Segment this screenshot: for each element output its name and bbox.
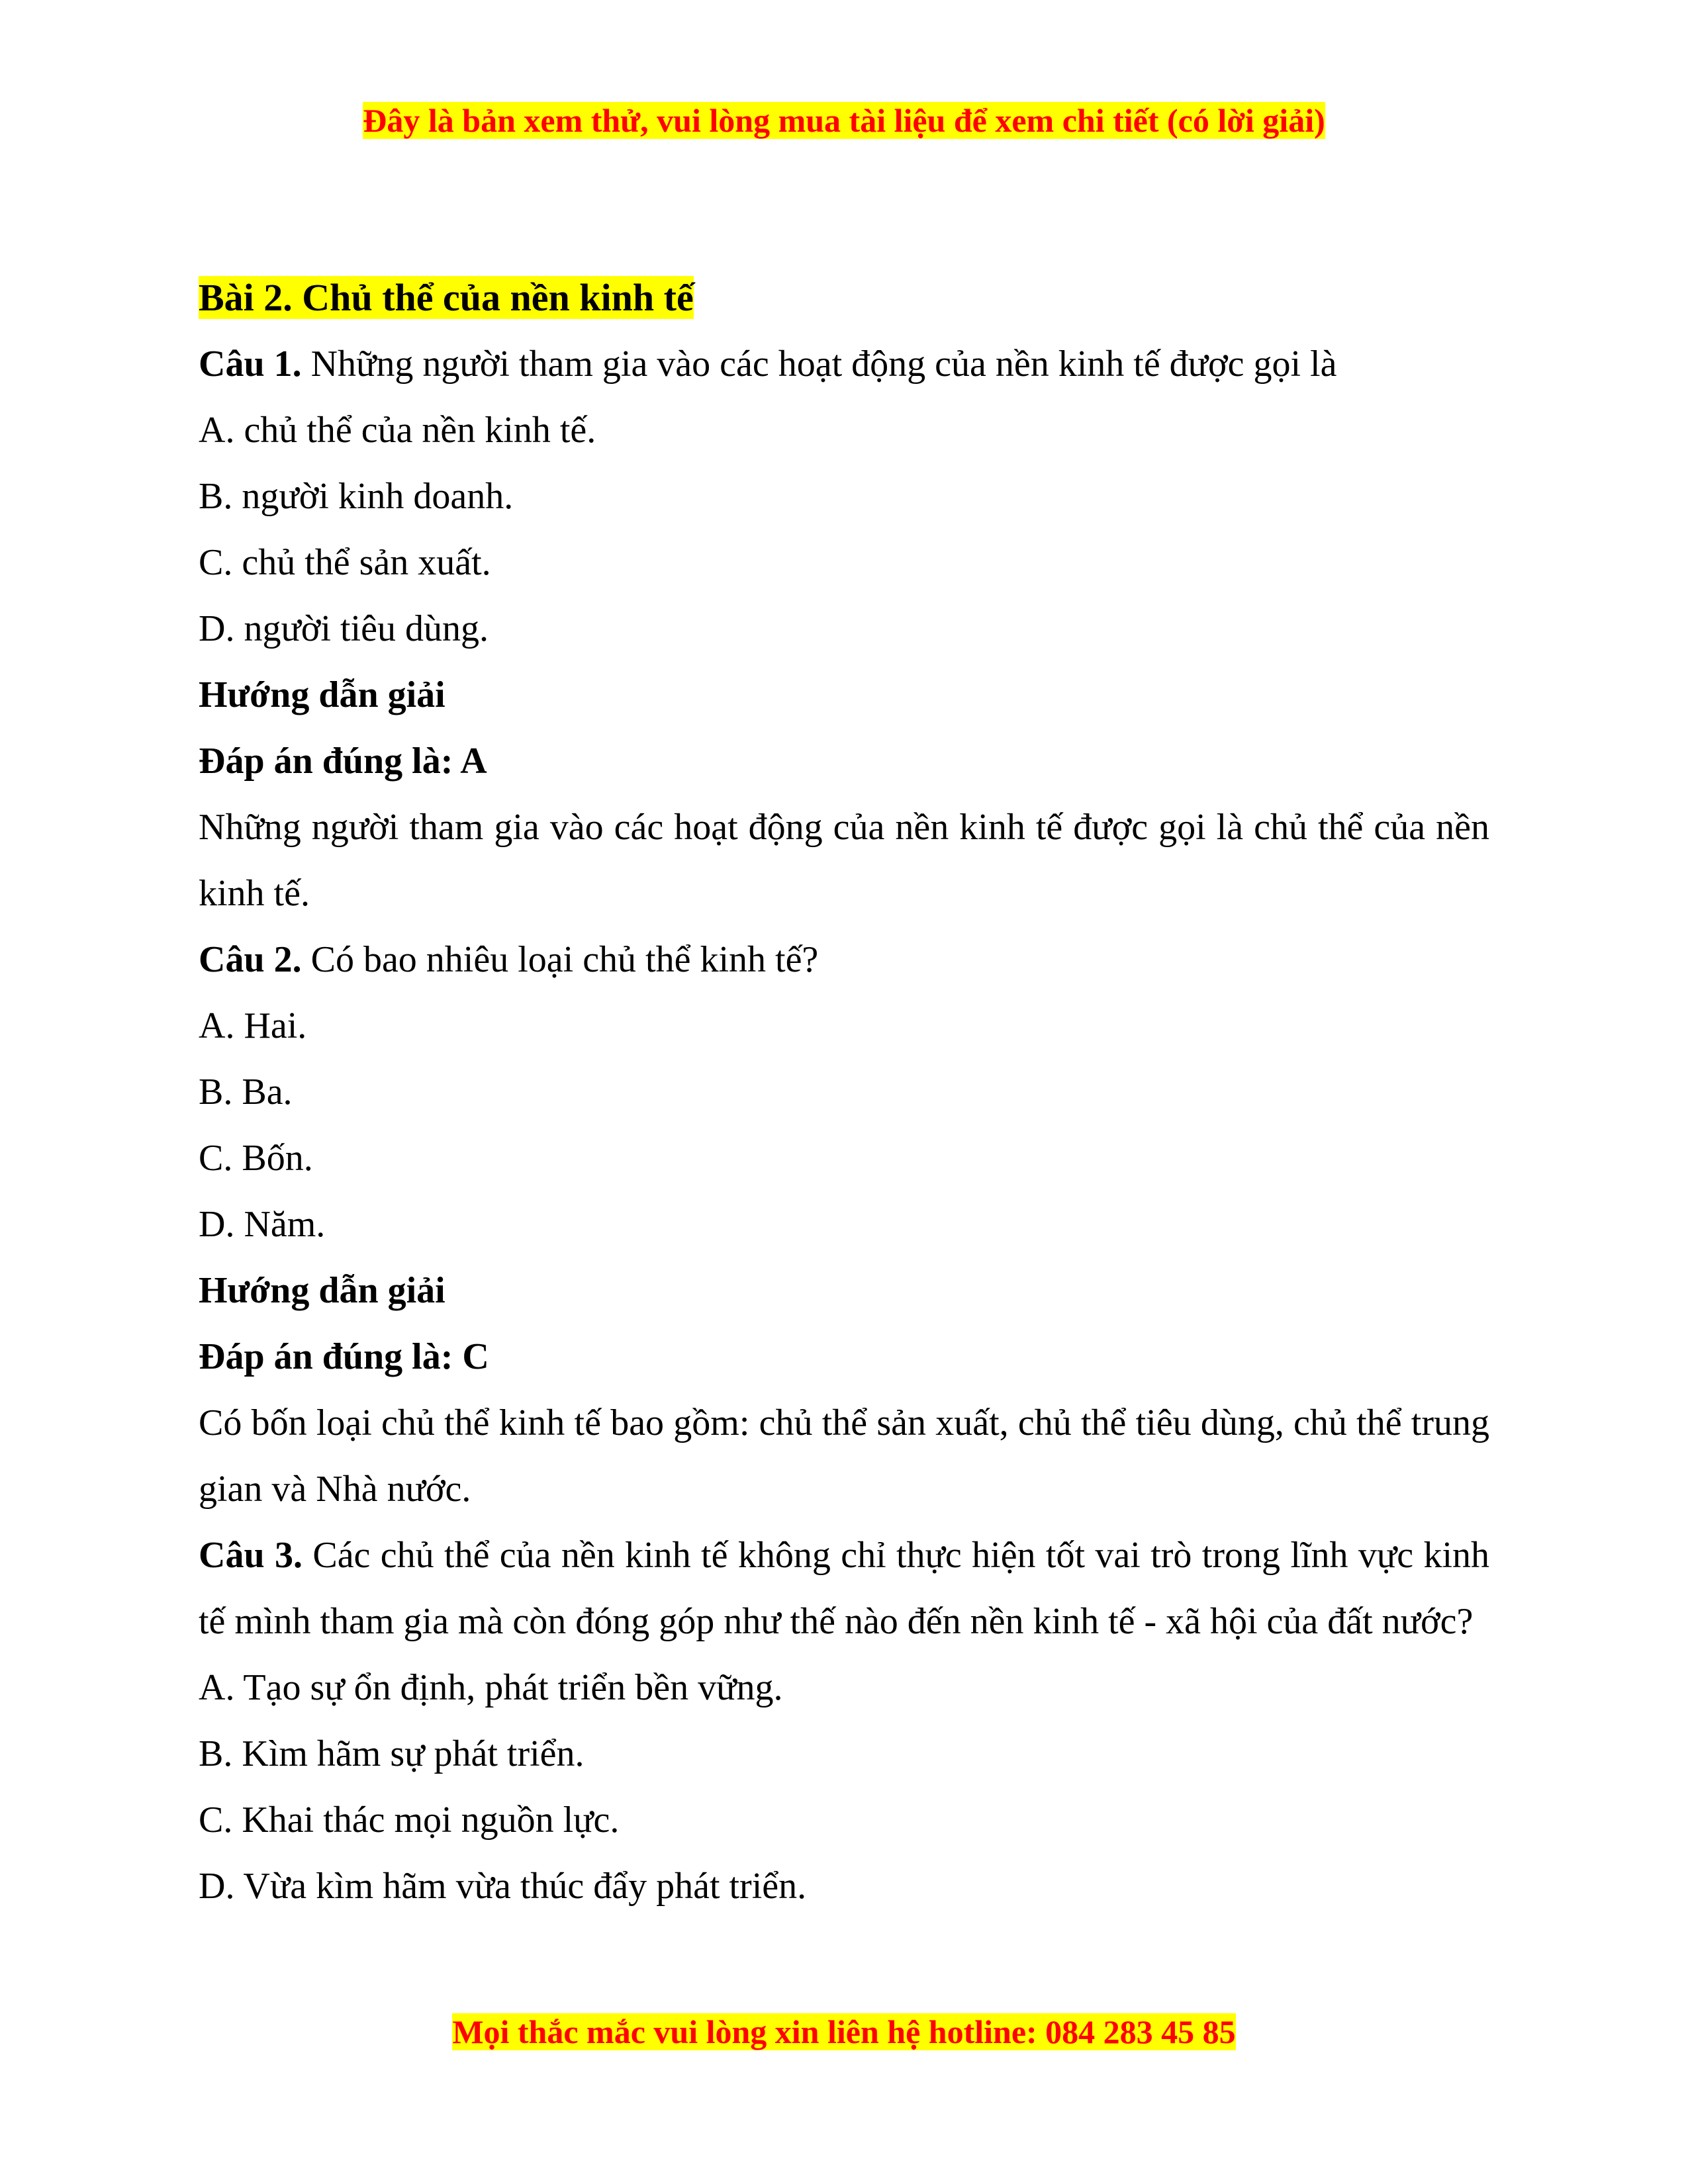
question-1-label: Câu 1. (199, 343, 302, 385)
question-2-explanation: Có bốn loại chủ thể kinh tế bao gồm: chủ thể sản xuất, chủ thể tiêu dùng, chủ thể trung gian và Nhà nước. (199, 1402, 1489, 1510)
question-1-option-a: A. chủ thể của nền kinh tế. (199, 410, 596, 451)
question-1-guide-heading: Hướng dẫn giải (199, 674, 445, 715)
question-1-option-b: B. người kinh doanh. (199, 476, 514, 517)
question-3-text: Các chủ thể của nền kinh tế không chỉ thực hiện tốt vai trò trong lĩnh vực kinh tế mình tham gia mà còn đóng góp như thế nào đến nền kinh tế - xã hội của đất nước? (199, 1535, 1489, 1642)
hotline-text: Mọi thắc mắc vui lòng xin liên hệ hotline: 084 283 45 85 (452, 2013, 1236, 2050)
question-2-option-c: C. Bốn. (199, 1138, 313, 1179)
lesson-title (199, 265, 1489, 331)
question-3-stem (199, 1522, 1489, 1655)
question-3-option-b: B. Kìm hãm sự phát triển. (199, 1733, 585, 1774)
question-2-option-a: A. Hai. (199, 1005, 307, 1046)
question-2-label: Câu 2. (199, 939, 302, 980)
question-1-option-d: D. người tiêu dùng. (199, 608, 489, 649)
question-3-label: Câu 3. (199, 1535, 303, 1576)
question-2-guide-heading: Hướng dẫn giải (199, 1270, 445, 1311)
question-1-text: Những người tham gia vào các hoạt động của nền kinh tế được gọi là (301, 343, 1337, 385)
question-1-stem (199, 331, 1489, 397)
question-2-stem (199, 927, 1489, 993)
question-1-option-c: C. chủ thể sản xuất. (199, 542, 491, 583)
question-2-text: Có bao nhiêu loại chủ thể kinh tế? (301, 939, 819, 980)
question-3-option-a: A. Tạo sự ổn định, phát triển bền vững. (199, 1667, 783, 1708)
document-body (199, 265, 1489, 1919)
question-1-explanation: Những người tham gia vào các hoạt động của nền kinh tế được gọi là chủ thể của nền kinh tế. (199, 807, 1489, 914)
question-3-option-d: D. Vừa kìm hãm vừa thúc đẩy phát triển. (199, 1866, 807, 1907)
question-2-option-d: D. Năm. (199, 1204, 326, 1245)
preview-notice-text: Đây là bản xem thử, vui lòng mua tài liệu để xem chi tiết (có lời giải) (363, 102, 1325, 139)
question-2-option-b: B. Ba. (199, 1071, 293, 1113)
question-3-option-c: C. Khai thác mọi nguồn lực. (199, 1799, 620, 1841)
hotline-banner (0, 2012, 1688, 2052)
question-1-answer: Đáp án đúng là: A (199, 741, 487, 782)
preview-notice-banner (0, 101, 1688, 140)
question-2-answer: Đáp án đúng là: C (199, 1336, 489, 1377)
lesson-title-text: Bài 2. Chủ thể của nền kinh tế (199, 276, 694, 319)
